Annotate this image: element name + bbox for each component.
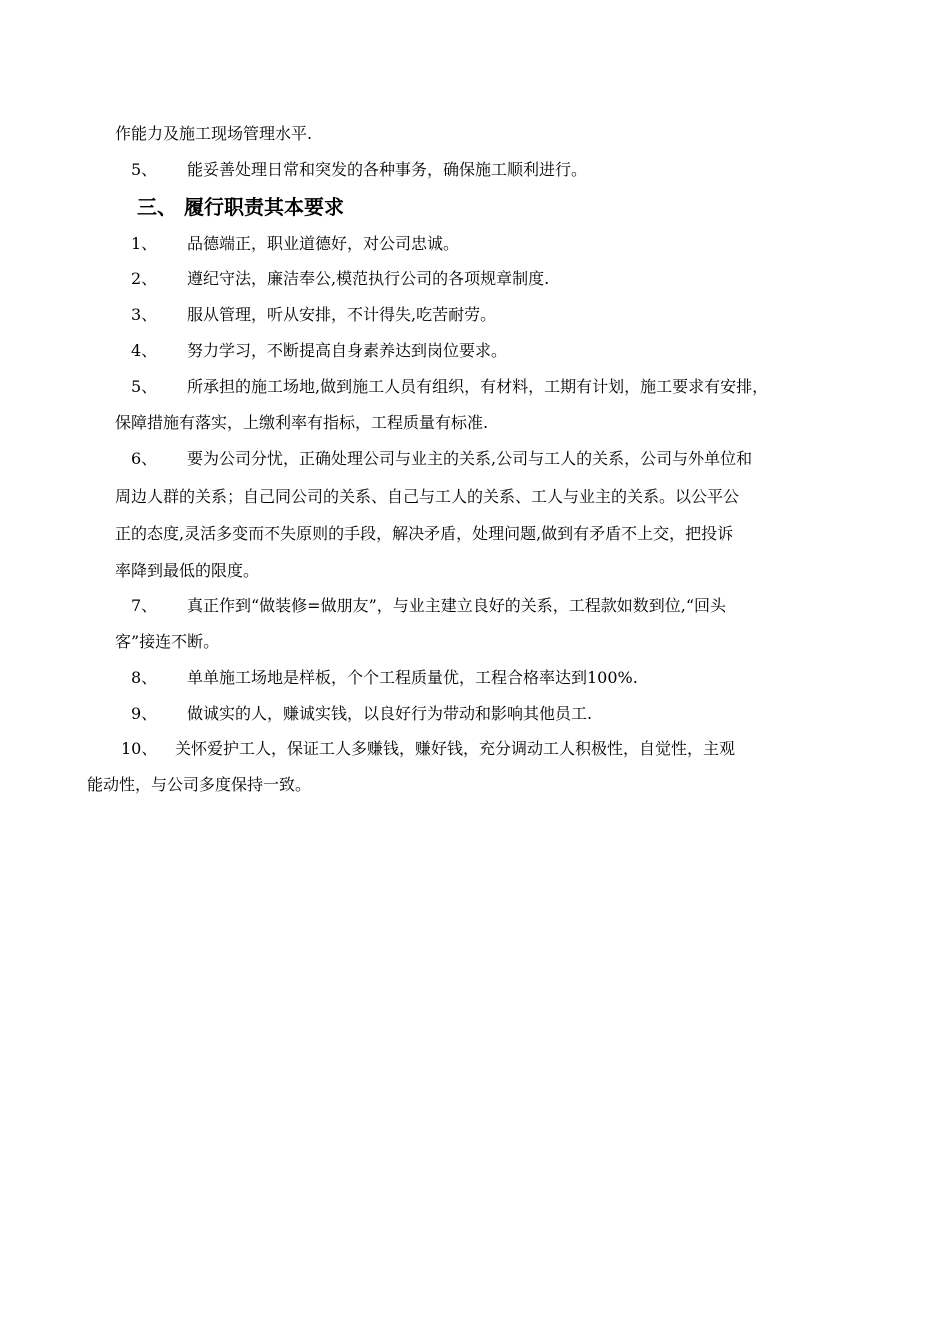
item-text-continued: 周边人群的关系；自己同公司的关系、自己与工人的关系、工人与业主的关系。以公平公 <box>115 487 740 506</box>
item-text-continued: 能动性，与公司多度保持一致。 <box>87 775 312 794</box>
item-text-continued: 正的态度,灵活多变而不失原则的手段，解决矛盾，处理问题,做到有矛盾不上交，把投诉 <box>115 524 734 543</box>
item-number: 5、 <box>131 377 158 396</box>
item-text-continued: 客”接连不断。 <box>115 632 220 651</box>
item-number: 10、 <box>121 739 158 758</box>
item-number: 5、 <box>131 160 158 179</box>
item-number: 9、 <box>131 704 158 723</box>
item-text-continued: 保障措施有落实，上缴利率有指标，工程质量有标准. <box>115 413 489 432</box>
item-text: 努力学习，不断提高自身素养达到岗位要求。 <box>187 341 508 360</box>
item-text: 真正作到“做装修=做朋友”，与业主建立良好的关系，工程款如数到位,“回头 <box>187 596 727 615</box>
section-heading: 三、 履行职责其本要求 <box>137 195 344 219</box>
item-number: 1、 <box>131 234 158 253</box>
item-text: 要为公司分忧，正确处理公司与业主的关系,公司与工人的关系，公司与外单位和 <box>187 449 753 468</box>
continued-paragraph: 作能力及施工现场管理水平. <box>115 124 313 143</box>
item-text-continued: 率降到最低的限度。 <box>115 561 260 580</box>
item-text: 关怀爱护工人，保证工人多赚钱，赚好钱，充分调动工人积极性，自觉性，主观 <box>175 739 736 758</box>
item-text: 服从管理，听从安排，不计得失,吃苦耐劳。 <box>187 305 497 324</box>
item-text: 遵纪守法，廉洁奉公,模范执行公司的各项规章制度. <box>187 269 550 288</box>
item-number: 8、 <box>131 668 158 687</box>
item-text: 品德端正，职业道德好，对公司忠诚。 <box>187 234 460 253</box>
item-number: 3、 <box>131 305 158 324</box>
item-text: 所承担的施工场地,做到施工人员有组织，有材料，工期有计划，施工要求有安排， <box>187 377 769 396</box>
item-text: 做诚实的人，赚诚实钱，以良好行为带动和影响其他员工. <box>187 704 593 723</box>
item-number: 7、 <box>131 596 158 615</box>
item-text: 单单施工场地是样板，个个工程质量优，工程合格率达到100%. <box>187 668 638 687</box>
item-text: 能妥善处理日常和突发的各种事务，确保施工顺利进行。 <box>187 160 588 179</box>
item-number: 4、 <box>131 341 158 360</box>
item-number: 2、 <box>131 269 158 288</box>
item-number: 6、 <box>131 449 158 468</box>
